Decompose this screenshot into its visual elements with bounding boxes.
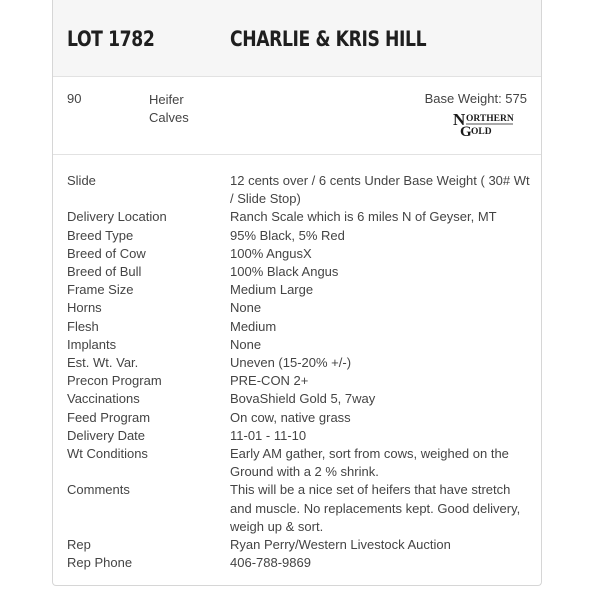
detail-label: Delivery Location <box>67 209 167 225</box>
detail-row <box>53 372 541 390</box>
detail-value: 100% AngusX <box>230 245 312 261</box>
animal-type: Heifer Calves <box>149 92 189 125</box>
lot-number: LOT 1782 <box>67 27 155 51</box>
detail-value: 100% Black Angus <box>230 264 339 280</box>
detail-label: Slide <box>67 173 96 188</box>
detail-label: Flesh <box>67 318 99 334</box>
detail-value: Ranch Scale which is 6 miles N of Geyser, MT <box>230 209 497 225</box>
detail-value: 95% Black, 5% Red <box>230 227 345 243</box>
svg-text:OLD: OLD <box>471 127 492 137</box>
base-weight: Base Weight: 575 <box>424 91 527 106</box>
detail-label: Implants <box>67 336 117 352</box>
detail-label: Horns <box>67 300 102 316</box>
detail-label: Breed of Cow <box>67 245 146 261</box>
detail-value: Uneven (15-20% +/-) <box>230 355 352 371</box>
detail-row <box>53 227 541 245</box>
detail-label: Feed Program <box>67 409 151 425</box>
northern-gold-logo-icon <box>451 109 529 137</box>
lot-details <box>53 172 541 572</box>
detail-value: Medium <box>230 318 277 334</box>
detail-label: Breed of Bull <box>67 264 142 280</box>
detail-label: Rep <box>67 537 91 553</box>
detail-row <box>53 481 541 536</box>
detail-label: Est. Wt. Var. <box>67 355 139 371</box>
detail-value: Early AM gather, sort from cows, weighed on the Ground with a 2 % shrink. <box>230 446 509 480</box>
detail-row <box>53 318 541 336</box>
detail-value: 406-788-9869 <box>230 555 311 571</box>
detail-value: 11-01 - 11-10 <box>230 427 307 443</box>
lot-card <box>52 0 542 586</box>
detail-value: BovaShield Gold 5, 7way <box>230 391 376 407</box>
seller-name: CHARLIE & KRIS HILL <box>230 27 427 51</box>
detail-label: Precon Program <box>67 373 162 389</box>
detail-row <box>53 299 541 317</box>
detail-value: 12 cents over / 6 cents Under Base Weight ( 30# Wt / Slide Stop) <box>230 173 530 207</box>
detail-row <box>53 336 541 354</box>
detail-row <box>53 445 541 481</box>
detail-value: On cow, native grass <box>230 409 351 425</box>
detail-value: This will be a nice set of heifers that have stretch and muscle. No replacements kept. Good delivery, weigh up & sort. <box>230 482 521 534</box>
detail-label: Wt Conditions <box>67 446 148 462</box>
detail-row <box>53 281 541 299</box>
head-count: 90 <box>67 91 82 106</box>
detail-label: Frame Size <box>67 282 134 298</box>
detail-row <box>53 536 541 554</box>
detail-value: None <box>230 336 262 352</box>
svg-text:ORTHERN: ORTHERN <box>466 114 514 124</box>
detail-row <box>53 390 541 408</box>
detail-label: Breed Type <box>67 227 134 243</box>
lot-summary <box>53 77 541 155</box>
detail-row <box>53 427 541 445</box>
detail-row <box>53 409 541 427</box>
svg-text:N: N <box>453 110 466 129</box>
detail-value: Medium Large <box>230 282 314 298</box>
detail-row <box>53 554 541 572</box>
detail-row <box>53 245 541 263</box>
lot-header <box>53 0 541 77</box>
svg-text:G: G <box>460 124 472 137</box>
detail-row <box>53 208 541 226</box>
detail-label: Comments <box>67 482 130 498</box>
detail-label: Rep Phone <box>67 555 133 571</box>
detail-row <box>53 263 541 281</box>
detail-row <box>53 172 541 208</box>
detail-row <box>53 354 541 372</box>
detail-value: None <box>230 300 262 316</box>
detail-label: Vaccinations <box>67 391 140 407</box>
detail-label: Delivery Date <box>67 427 146 443</box>
detail-value: PRE-CON 2+ <box>230 373 309 389</box>
detail-value: Ryan Perry/Western Livestock Auction <box>230 537 451 553</box>
